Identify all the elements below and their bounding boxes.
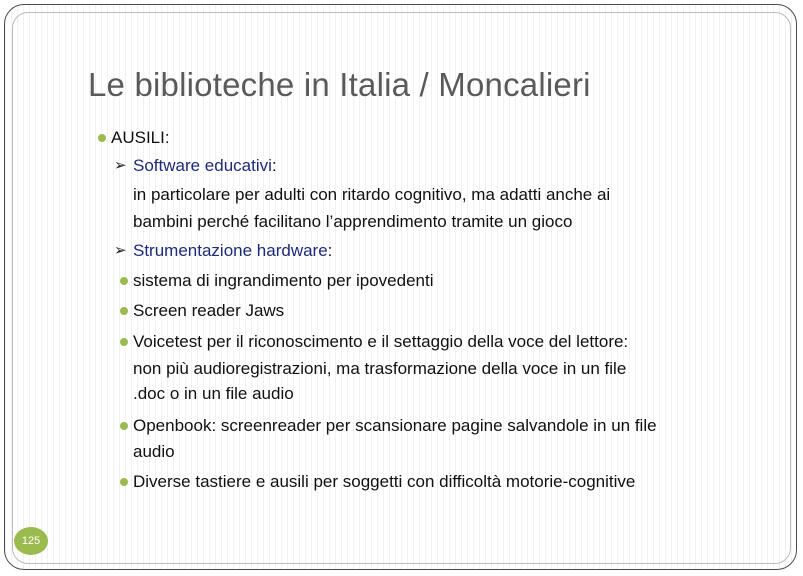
bullet-dot-icon — [120, 277, 128, 285]
list-item-continuation: .doc o in un file audio — [133, 384, 294, 403]
bullet-dot-icon — [120, 422, 128, 430]
list-item: Screen reader Jaws — [133, 301, 285, 320]
arrow-bullet-icon: ➢ — [114, 242, 127, 259]
software-desc-line-2: bambini perché facilitano l’apprendimento tramite un gioco — [133, 212, 573, 231]
hardware-heading — [133, 240, 332, 262]
hardware-label: Strumentazione hardware — [133, 241, 328, 260]
list-item: sistema di ingrandimento per ipovedenti — [133, 271, 434, 290]
software-heading — [133, 155, 277, 177]
bullet-dot-icon — [120, 338, 128, 346]
colon: : — [164, 128, 170, 147]
list-item: Voicetest per il riconoscimento e il settaggio della voce del lettore: — [133, 332, 629, 351]
arrow-bullet-icon: ➢ — [114, 157, 127, 174]
bullet-dot-icon — [120, 478, 128, 486]
section-heading — [111, 127, 170, 149]
slide-title: Le biblioteche in Italia / Moncalieri — [88, 66, 591, 103]
bullet-dot-icon — [120, 307, 128, 315]
list-item-continuation: audio — [133, 442, 175, 461]
colon: : — [271, 156, 277, 175]
software-desc-line-1: in particolare per adulti con ritardo cognitivo, ma adatti anche ai — [133, 185, 611, 204]
slide-number: 125 — [21, 535, 41, 547]
colon: : — [327, 241, 333, 260]
list-item: Openbook: screenreader per scansionare pagine salvandole in un file — [133, 416, 657, 435]
list-item-continuation: non più audioregistrazioni, ma trasformazione della voce in un file — [133, 359, 627, 378]
section-label: AUSILI — [111, 128, 165, 147]
software-label: Software educativi — [133, 156, 272, 175]
list-item: Diverse tastiere e ausili per soggetti con difficoltà motorie-cognitive — [133, 472, 636, 491]
bullet-dot-icon — [98, 134, 106, 142]
